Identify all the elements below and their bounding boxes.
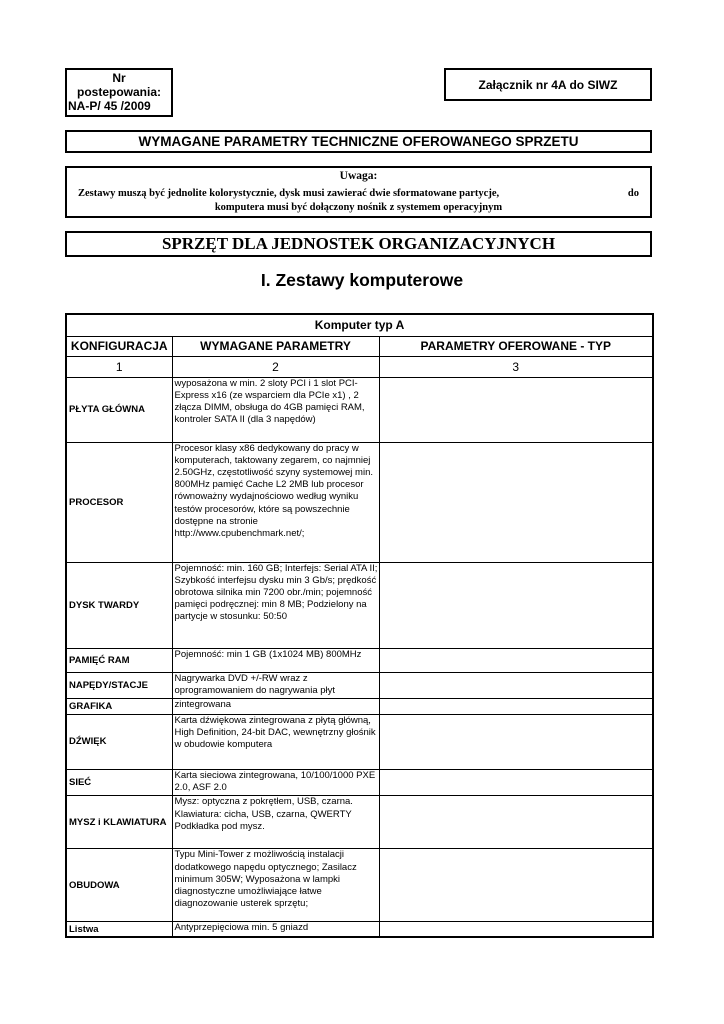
table-row [66,672,653,698]
row-required: Antyprzepięciowa min. 5 gniazd [172,922,379,937]
row-offered[interactable] [379,377,653,442]
header-required-params: WYMAGANE PARAMETRY [172,336,379,356]
table-row [66,849,653,922]
row-label: NAPĘDY/STACJE [66,672,172,698]
row-required: Karta sieciowa zintegrowana, 10/100/1000 PXE 2.0, ASF 2.0 [172,769,379,795]
row-required: zintegrowana [172,698,379,714]
table-row [66,796,653,849]
note-line-1: Zestawy muszą być jednolite kolorystycznie, dysk musi zawierać dwie sformatowane partycje, [78,188,500,199]
row-offered[interactable] [379,648,653,672]
row-required: Pojemność: min. 160 GB; Interfejs: Serial ATA II; Szybkość interfejsu dysku min 3 Gb/s; prędkość obrotowa silnika min 7200 obr./min; pojemność pamięci podręcznej: min 8 MB; Podzielony na partycje w stosunku: 50:50 [172,562,379,648]
row-label: Listwa [66,922,172,937]
column-number-1: 1 [66,356,172,377]
row-required: Typu Mini-Tower z możliwością instalacji dodatkowego napędu optycznego; Zasilacz minimum 305W; Wyposażona w lampki diagnostyczne umożliwiające łatwe diagnozowanie usterek sprzętu; [172,849,379,922]
procedure-number-label: Nr [112,71,126,85]
row-required: wyposażona w min. 2 sloty PCI i 1 slot PCI-Express x16 (ze wsparciem dla PCIe x1) , 2 złącza DIMM, obsługa do 4GB pamięci RAM, kontroler SATA II (dla 3 napędów) [172,377,379,442]
row-offered[interactable] [379,698,653,714]
main-title: WYMAGANE PARAMETRY TECHNICZNE OFEROWANEGO SPRZETU [138,134,579,149]
row-label: DYSK TWARDY [66,562,172,648]
row-label: PAMIĘĆ RAM [66,648,172,672]
note-line-1-end: do [627,188,639,199]
table-row [66,377,653,442]
row-required: Nagrywarka DVD +/-RW wraz z oprogramowaniem do nagrywania płyt [172,672,379,698]
row-offered[interactable] [379,796,653,849]
units-title: SPRZĘT DLA JEDNOSTEK ORGANIZACYJNYCH [161,234,556,253]
note-line-2: komputera musi być dołączony nośnik z systemem operacyjnym [214,202,503,213]
table-caption: Komputer typ A [66,314,653,336]
row-required: Pojemność: min 1 GB (1x1024 MB) 800MHz [172,648,379,672]
row-offered[interactable] [379,922,653,937]
section-heading: I. Zestawy komputerowe [260,270,464,290]
row-required: Mysz: optyczna z pokrętłem, USB, czarna. Klawiatura: cicha, USB, czarna, QWERTY Podkładka pod mysz. [172,796,379,849]
procedure-number-label-2: postepowania: [76,85,161,99]
note-box [65,166,652,218]
attachment-box [444,68,652,101]
units-title-box [65,231,652,257]
table-number-row [66,356,653,377]
table-row [66,922,653,937]
procedure-number-value: NA-P/ 45 /2009 [68,99,151,113]
note-title: Uwaga: [339,170,378,182]
table-row [66,698,653,714]
row-offered[interactable] [379,562,653,648]
row-label: PROCESOR [66,442,172,562]
row-label: DŹWIĘK [66,714,172,769]
main-title-box [65,130,652,153]
attachment-label: Załącznik nr 4A do SIWZ [478,77,618,92]
table-row [66,562,653,648]
column-number-3: 3 [379,356,653,377]
procedure-number-box [65,68,173,117]
header-configuration: KONFIGURACJA [66,336,172,356]
table-caption-row [66,314,653,336]
header-offered-params: PARAMETRY OFEROWANE - TYP [379,336,653,356]
row-offered[interactable] [379,769,653,795]
table-header-row [66,336,653,356]
row-required: Procesor klasy x86 dedykowany do pracy w komputerach, taktowany zegarem, co najmniej 2.50GHz, częstotliwość szyny systemowej min. 800MHz pamięć Cache L2 2MB lub procesor równoważny wydajnościowo według wyniku testów procesorów, które są powszechnie dostępne na stronie http://www.cpubenchmark.net/; [172,442,379,562]
row-required: Karta dźwiękowa zintegrowana z płytą główną, High Definition, 24-bit DAC, wewnętrzny głośnik w obudowie komputera [172,714,379,769]
row-label: SIEĆ [66,769,172,795]
spec-table [65,313,654,938]
row-offered[interactable] [379,442,653,562]
row-label: GRAFIKA [66,698,172,714]
row-offered[interactable] [379,672,653,698]
table-row [66,714,653,769]
row-label: PŁYTA GŁÓWNA [66,377,172,442]
table-row [66,648,653,672]
table-row [66,442,653,562]
row-offered[interactable] [379,849,653,922]
row-label: MYSZ i KLAWIATURA [66,796,172,849]
column-number-2: 2 [172,356,379,377]
table-row [66,769,653,795]
row-offered[interactable] [379,714,653,769]
row-label: OBUDOWA [66,849,172,922]
